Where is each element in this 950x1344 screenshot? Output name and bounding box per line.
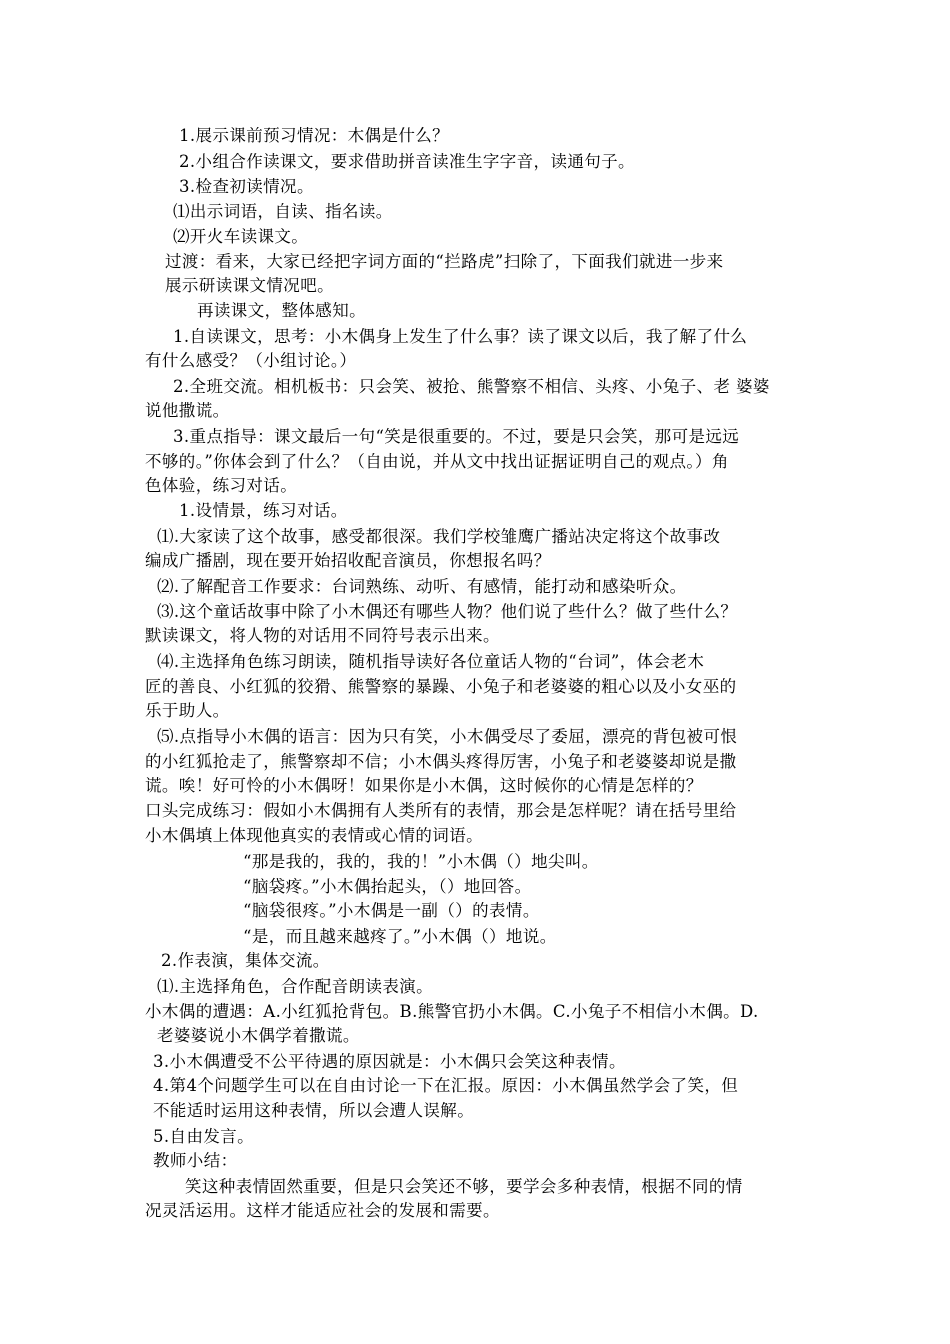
text-line: 2.小组合作读课文，要求借助拼音读准生字字音，读通句子。 bbox=[179, 152, 635, 171]
text-line: 1.自读课文，思考：小木偶身上发生了什么事？读了课文以后，我了解了什么 bbox=[173, 327, 748, 346]
text-line: ⑶.这个童话故事中除了小木偶还有哪些人物？他们说了些什么？做了些什么？ bbox=[157, 602, 738, 621]
text-line: 匠的善良、小红狐的狡猾、熊警察的暴躁、小兔子和老婆婆的粗心以及小女巫的 bbox=[145, 677, 737, 696]
text-line: ⑷.主选择角色练习朗读，随机指导读好各位童话人物的“台词”，体会老木 bbox=[157, 652, 705, 671]
text-line: 1.设情景，练习对话。 bbox=[179, 501, 348, 520]
text-line: ⑵.了解配音工作要求：台词熟练、动听、有感情，能打动和感染听众。 bbox=[157, 577, 687, 596]
text-line: 色体验，练习对话。 bbox=[145, 476, 298, 495]
text-line: 编成广播剧，现在要开始招收配音演员，你想报名吗？ bbox=[145, 551, 551, 570]
text-line: 2.全班交流。相机板书：只会笑、被抢、熊警察不相信、头疼、小兔子、老 婆婆 bbox=[173, 377, 770, 396]
text-line: 不够的。”你体会到了什么？（自由说，并从文中找出证据证明自己的观点。）角 bbox=[145, 452, 729, 471]
text-line: 老婆婆说小木偶学着撒谎。 bbox=[157, 1026, 360, 1045]
text-line: “那是我的，我的，我的！”小木偶（）地尖叫。 bbox=[243, 852, 599, 871]
text-line: “脑袋疼。”小木偶抬起头，（）地回答。 bbox=[243, 877, 532, 896]
text-line: 况灵活运用。这样才能适应社会的发展和需要。 bbox=[145, 1201, 500, 1220]
section-heading: 再读课文，整体感知。 bbox=[197, 301, 366, 320]
text-line: 乐于助人。 bbox=[145, 701, 230, 720]
text-line: 的小红狐抢走了，熊警察却不信；小木偶头疼得厉害，小兔子和老婆婆却说是撒 bbox=[145, 752, 737, 771]
text-line: 小木偶的遭遇：A.小红狐抢背包。B.熊警官扔小木偶。C.小兔子不相信小木偶。D. bbox=[145, 1002, 759, 1021]
text-line: 笑这种表情固然重要，但是只会笑还不够，要学会多种表情，根据不同的情 bbox=[185, 1177, 743, 1196]
text-line: 小木偶填上体现他真实的表情或心情的词语。 bbox=[145, 826, 483, 845]
text-line: 3.重点指导：课文最后一句“笑是很重要的。不过，要是只会笑，那可是远远 bbox=[173, 427, 740, 446]
text-line: 默读课文，将人物的对话用不同符号表示出来。 bbox=[145, 626, 500, 645]
text-line: 2.作表演，集体交流。 bbox=[161, 951, 330, 970]
text-line: 1.展示课前预习情况：木偶是什么？ bbox=[179, 126, 450, 145]
text-line: 3.小木偶遭受不公平待遇的原因就是：小木偶只会笑这种表情。 bbox=[153, 1052, 626, 1071]
text-line: ⑵开火车读课文。 bbox=[173, 227, 309, 246]
text-line: 有什么感受？（小组讨论。） bbox=[145, 351, 357, 370]
text-line: 3.检查初读情况。 bbox=[179, 177, 314, 196]
text-line: 说他撒谎。 bbox=[145, 401, 230, 420]
text-line: 过渡：看来，大家已经把字词方面的“拦路虎”扫除了，下面我们就进一步来 bbox=[165, 252, 724, 271]
text-line: “是，而且越来越疼了。”小木偶（）地说。 bbox=[243, 927, 557, 946]
text-line: ⑸.点指导小木偶的语言：因为只有笑，小木偶受尽了委屈，漂亮的背包被可恨 bbox=[157, 727, 738, 746]
text-line: ⑴出示词语，自读、指名读。 bbox=[173, 202, 393, 221]
text-line: 4.第4个问题学生可以在自由讨论一下在汇报。原因：小木偶虽然学会了笑，但 bbox=[153, 1076, 739, 1095]
text-line: “脑袋很疼。”小木偶是一副（）的表情。 bbox=[243, 901, 540, 920]
section-heading: 教师小结： bbox=[153, 1151, 238, 1170]
text-line: 展示研读课文情况吧。 bbox=[165, 276, 334, 295]
text-line: 不能适时运用这种表情，所以会遭人误解。 bbox=[153, 1101, 475, 1120]
text-line: ⑴.主选择角色，合作配音朗读表演。 bbox=[157, 977, 434, 996]
text-line: ⑴.大家读了这个故事，感受都很深。我们学校雏鹰广播站决定将这个故事改 bbox=[157, 527, 721, 546]
text-line: 谎。唉！好可怜的小木偶呀！如果你是小木偶，这时候你的心情是怎样的？ bbox=[145, 776, 703, 795]
text-line: 5.自由发言。 bbox=[153, 1127, 255, 1146]
text-line: 口头完成练习：假如小木偶拥有人类所有的表情，那会是怎样呢？请在括号里给 bbox=[145, 801, 737, 820]
